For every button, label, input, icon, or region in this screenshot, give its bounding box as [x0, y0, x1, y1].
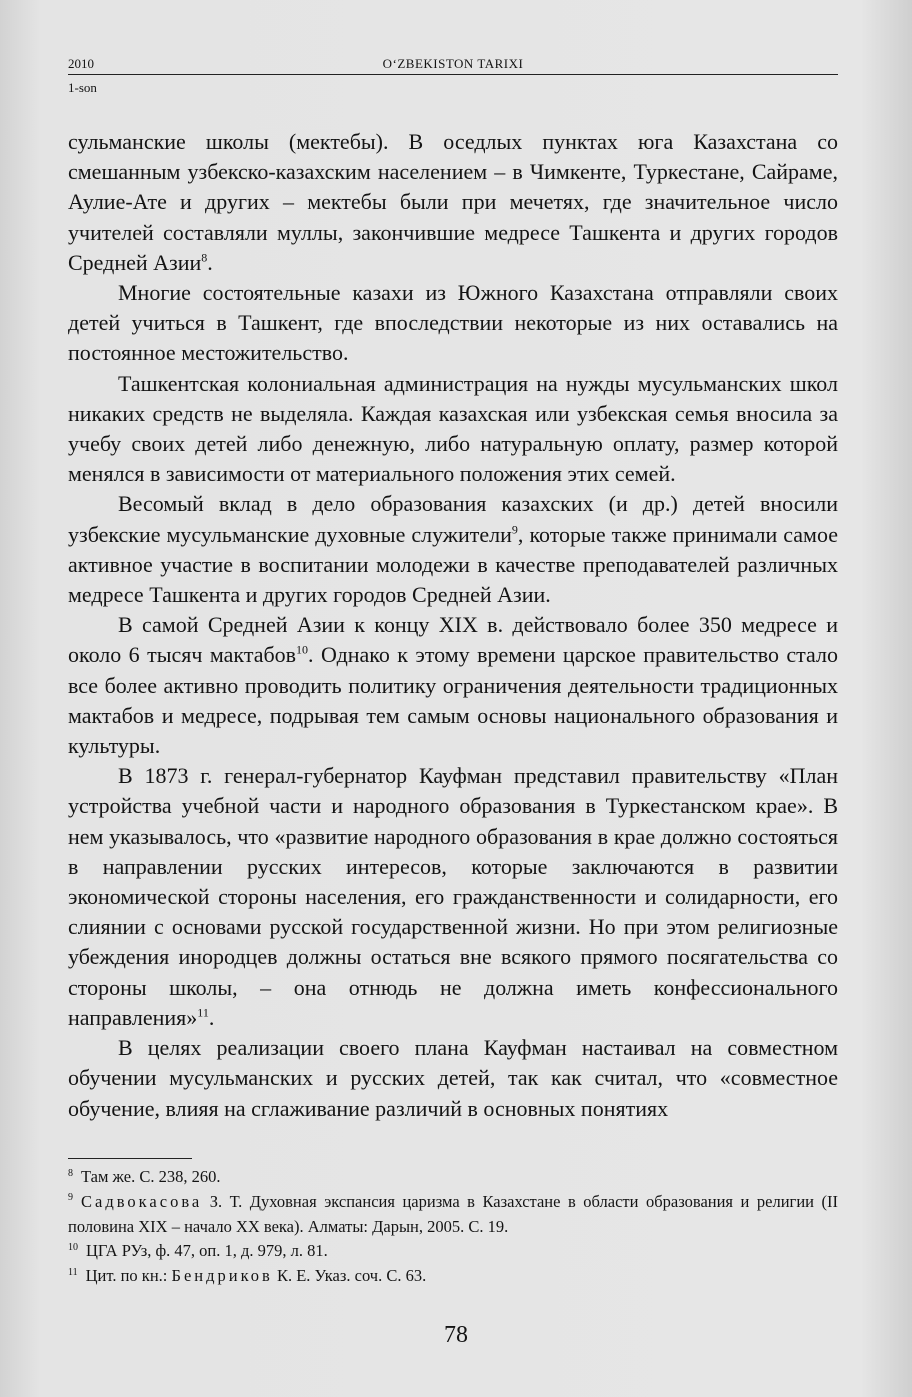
header-rule	[68, 74, 838, 75]
paragraph: сульманские школы (мектебы). В оседлых пунктах юга Казахстана со смешанным узбекско-казахским населением – в Чимкенте, Туркестане, Сайраме, Аулие-Ате и других – мектебы были при мечетях, где значительное число учителей составляли муллы, закончившие медресе Ташкента и других городов Средней Азии$^8$.	[68, 129, 838, 275]
paragraph: Весомый вклад в дело образования казахских (и др.) детей вносили узбекские мусульманские духовные служители$^9$, которые также принимали самое активное участие в воспитании молодежи в качестве преподавателей различных медресе Ташкента и других городов Средней Азии.	[68, 491, 838, 608]
body-text	[68, 127, 838, 1124]
footnote-ref[interactable]: 8	[201, 250, 208, 265]
paragraph: Ташкентская колониальная администрация на нужды мусульманских школ никаких средств не выделяла. Каждая казахская или узбекская семья вносила за учебу своих детей либо денежную, либо натуральную оплату, размер которой менялся в зависимости от материального положения этих семей.	[68, 370, 838, 487]
footnote: $^8$ Там же. С. 238, 260.	[68, 1167, 221, 1186]
header-journal-title: O‘ZBEKISTON TARIXI	[382, 56, 524, 71]
page-number: 78	[444, 1322, 468, 1348]
footnote-ref[interactable]: 11	[197, 1005, 209, 1020]
paragraph: Многие состоятельные казахи из Южного Казахстана отправляли своих детей учиться в Ташкент, где впоследствии некоторые из них оставались на постоянное местожительство.	[68, 280, 838, 366]
footnote-ref[interactable]: 10	[296, 643, 309, 658]
paragraph: В целях реализации своего плана Кауфман настаивал на совместном обучении мусульманских и русских детей, так как считал, что «совместное обучение, влияя на сглаживание различий в основных понятиях	[68, 1035, 838, 1121]
header-issue: 1-son	[68, 80, 97, 95]
footnote: $^{11}$ Цит. по кн.: Бендриков К. Е. Указ. соч. С. 63.	[68, 1266, 427, 1286]
footnote: $^9$ Садвокасова З. Т. Духовная экспансия царизма в Казахстане в области образования и религии (II половина XIX – начало XX века). Алматы: Дарын, 2005. С. 19.	[68, 1191, 838, 1236]
header-year: 2010	[68, 56, 94, 71]
footnote-ref[interactable]: 9	[511, 522, 518, 537]
paragraph: В самой Средней Азии к концу XIX в. действовало более 350 медресе и около 6 тысяч мактабов$^{10}$. Однако к этому времени царское правительство стало все более активно проводить политику ограничения деятельности традиционных мактабов и медресе, подрывая тем самым основы национального образования и культуры.	[68, 612, 838, 759]
footnote: $^{10}$ ЦГА РУз, ф. 47, оп. 1, д. 979, л. 81.	[68, 1241, 328, 1261]
footnotes	[68, 1165, 838, 1289]
footnote-separator	[68, 1158, 192, 1159]
paragraph: В 1873 г. генерал-губернатор Кауфман представил правительству «План устройства учебной части и народного образования в Туркестанском крае». В нем указывалось, что «развитие народного образования в крае должно состояться в направлении русских интересов, которые заключаются в развитии экономической стороны населения, его гражданственности и солидарности, его слиянии с основами русской государственной жизни. Но при этом религиозные убеждения инородцев должны остаться вне всякого прямого посягательства со стороны школы, – она отнюдь не должна иметь конфессионального направления»$^{11}$.	[68, 763, 838, 1030]
